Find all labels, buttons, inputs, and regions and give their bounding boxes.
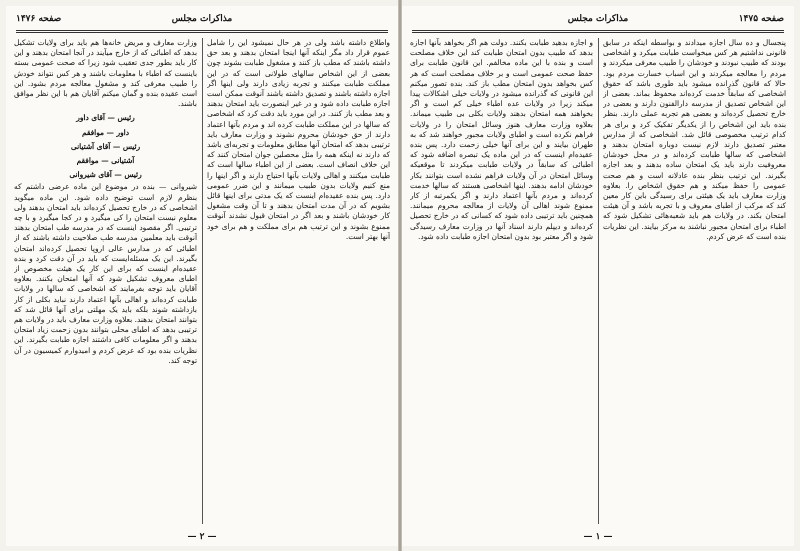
running-title: مذاکرات مجلس	[171, 14, 233, 24]
right-page	[402, 6, 794, 546]
speaker-line: رئیس — آقای داور	[76, 113, 135, 123]
column-divider	[202, 38, 203, 524]
paragraph: و اجازه بدهید طبابت بکنند. دولت هم اگر بخواهد بآنها اجازه بدهد که طبیب بدون امتحان طبابت کند این خلاف مصلحت است و بنده با این ماده مخالفم. این قانون طبابت برای حفظ صحت عمومی است و بر خلاف مصلحت است که هر کس بخواهد بدون امتحان مطب باز کند. بنده تصور میکنم این قانونی که گذرانده میشود در ولایات خیلی اشکالات پیدا میکند زیرا در ولایات عده اطباء خیلی کم است و اگر بخواهند همه امتحان بدهند ولایات بکلی بی طبیب میماند. بعلاوه وزارت معارف هنوز وسائل امتحان را در ولایات فراهم نکرده است و اطبای ولایات مجبور خواهند شد که به طهران بیایند و این برای آنها خیلی زحمت دارد. پس بنده عقیده‌ام اینست که در این ماده یک تبصره اضافه شود که اطبائی که سابقاً در ولایات طبابت میکردند تا موقعیکه وسائل امتحان در آن ولایات فراهم نشده است بتوانند بکار خودشان ادامه بدهند. اینها اشخاصی هستند که سالها خدمت کرده‌اند و مردم بآنها اعتماد دارند و اگر یکمرتبه از کار ممنوع شوند اهالی آن ولایات از معالجه محروم میمانند. همچنین باید ترتیبی داده شود که کسانی که در خارج تحصیل کرده‌اند و دیپلم دارند اسناد آنها در وزارت معارف رسیدگی شود و اگر معتبر بود بدون امتحان اجازه طبابت داده شود.	[410, 38, 593, 241]
paragraph: واطلاع داشته باشد ولی در هر حال نمیشود این را شامل عموم قرار داد مگر اینکه آنها اینجا امتحان بدهند و بعد حق داشته باشند که مطب باز کنند و مشغول طبابت بشوند چون بعضی از این اشخاص سالهای طولانی است که در این مملکت طبابت میکنند و تجربه زیادی دارند ولی اینها اگر اجازه داشته باشند و تصدیق داشته باشند آنوقت ممکن است اجازه طبابت داده شود و در غیر اینصورت باید امتحان بدهند و بعد مطب باز کنند. در این مورد باید دقت کرد که اشخاصی که سالها در این مملکت طبابت کرده اند و مردم بآنها اعتماد دارند از حق خودشان محروم نشوند و وزارت معارف باید ترتیبی بدهد که امتحان آنها مطابق معلومات و تجربه‌ای باشد که دارند نه اینکه همه را مثل محصلین جوان امتحان کنند که این خلاف انصاف است. بعضی از این اطباء سالها است که طبابت میکنند و اهالی ولایات بآنها احتیاج دارند و اگر اینها را منع کنیم ولایات بدون طبیب میمانند و این ضرر عمومی دارد. پس بنده عقیده‌ام اینست که یک مدتی برای اینها قائل بشویم که در آن مدت امتحان بدهند و تا آن وقت مشغول کار خودشان باشند و بعد اگر در امتحان قبول نشدند آنوقت ممنوع بشوند و این ترتیب هم برای مملکت و هم برای خود آنها بهتر است.	[207, 38, 390, 241]
speaker-line: آشتیانی — موافقم	[76, 156, 135, 166]
speaker-line: داور — موافقم	[81, 127, 130, 137]
speaker-line: رئیس — آقای شیروانی	[69, 170, 142, 180]
page-footer-number: — ۲ —	[187, 532, 217, 542]
left-page-header	[16, 14, 388, 28]
header-rule-secondary	[412, 32, 784, 33]
header-rule	[412, 30, 784, 31]
header-rule	[16, 30, 388, 31]
right-page-column-right	[603, 38, 786, 524]
right-page-column-left	[410, 38, 593, 524]
speaker-line: رئیس — آقای آشتیانی	[70, 141, 141, 151]
left-page	[6, 6, 398, 546]
page-number-label: صفحه ۱۴۷۵	[738, 14, 784, 24]
running-title: مذاکرات مجلس	[567, 14, 629, 24]
left-page-column-right	[207, 38, 390, 524]
column-divider	[598, 38, 599, 524]
paragraph: پنجسال و ده سال اجازه میدادند و بواسطه اینکه در سابق قانونی نداشتیم هر کس میخواست طبابت میکرد و اشخاصی بودند که طبیب نبودند و خودشان را طبیب معرفی میکردند و مردم را معالجه میکردند و این اسباب خسارت مردم بود. حالا که قانون گذرانده میشود باید طوری باشد که حقوق اشخاصی که سابقاً خدمت کرده‌اند محفوظ بماند. بعضی از این اشخاص تصدیق از مدرسه دارالفنون دارند و بعضی در خارج تحصیل کرده‌اند و بعضی هم تجربه عملی دارند. بنظر بنده باید این اشخاص را از یکدیگر تفکیک کرد و برای هر کدام ترتیب مخصوصی قائل شد. اشخاصی که از مدارس معتبر تصدیق دارند لازم نیست دوباره امتحان بدهند و اشخاصی که سالها طبابت کرده‌اند و در محل خودشان معروفیت دارند باید یک امتحان ساده بدهند و بعد اجازه بگیرند. این ترتیب بنظر بنده عادلانه است و هم صحت عمومی را حفظ میکند و هم حقوق اشخاص را. بعلاوه وزارت معارف باید یک هیئتی برای رسیدگی باین کار معین کند که مرکب از اطبای معروف و با تجربه باشد و آن هیئت امتحان بکند. در ولایات هم باید شعبه‌هائی تشکیل شود که اطباء برای امتحان مجبور نباشند به مرکز بیایند. این نظریات بنده است که عرض کردم.	[603, 38, 786, 241]
page-footer-number: — ۱ —	[583, 532, 613, 542]
page-number-label: صفحه ۱۴۷۶	[16, 14, 62, 24]
paragraph: وزارت معارف و مریض خانه‌ها هم باید برای ولایات تشکیل بدهد که اطبائی که از خارج میآیند در آنجا امتحان بدهند و این کار باید بطور جدی تعقیب شود زیرا که صحت عمومی بسته باینست که اطباء با معلومات باشند و هر کس نتواند خودش را طبیب معرفی کند و مشغول معالجه مردم بشود. این است عقیده بنده و گمان میکنم آقایان هم با این نظر موافق باشند.	[14, 38, 197, 109]
header-rule-secondary	[16, 32, 388, 33]
paragraph: شیروانی — بنده در موضوع این ماده عرضی داشتم که بنظرم لازم است توضیح داده شود. این ماده میگوید اشخاصی که در خارج تحصیل کرده‌اند باید امتحان بدهند ولی معلوم نیست امتحان را کی میگیرد و در کجا میگیرد و با چه ترتیبی. اگر مقصود اینست که در مدرسه طب امتحان بدهند آنوقت باید معلمین مدرسه طب صلاحیت داشته باشند که از اطبائی که در مدارس عالی اروپا تحصیل کرده‌اند امتحان بگیرند. این یک مسئله‌ایست که باید در آن دقت کرد و بنده عقیده‌ام اینست که برای این کار یک هیئت مخصوص از اطبای معروف تشکیل شود که آنها امتحان بکنند. بعلاوه آقایان باید توجه بفرمایند که اشخاصی که سالها در ولایات طبابت کرده‌اند و اهالی بآنها اعتماد دارند نباید بکلی از کار بازداشته شوند بلکه باید یک مهلتی برای آنها قائل شد که بتوانند امتحان بدهند. بعلاوه وزارت معارف باید در ولایات هم ترتیبی بدهد که اطبای محلی بتوانند بدون زحمت زیاد امتحان بدهند و اگر معلومات کافی داشتند اجازه طبابت بگیرند. این نظریات بنده بود که عرض کردم و امیدوارم کمیسیون در آن توجه کند.	[14, 182, 197, 365]
left-page-column-left	[14, 38, 197, 524]
right-page-header	[412, 14, 784, 28]
